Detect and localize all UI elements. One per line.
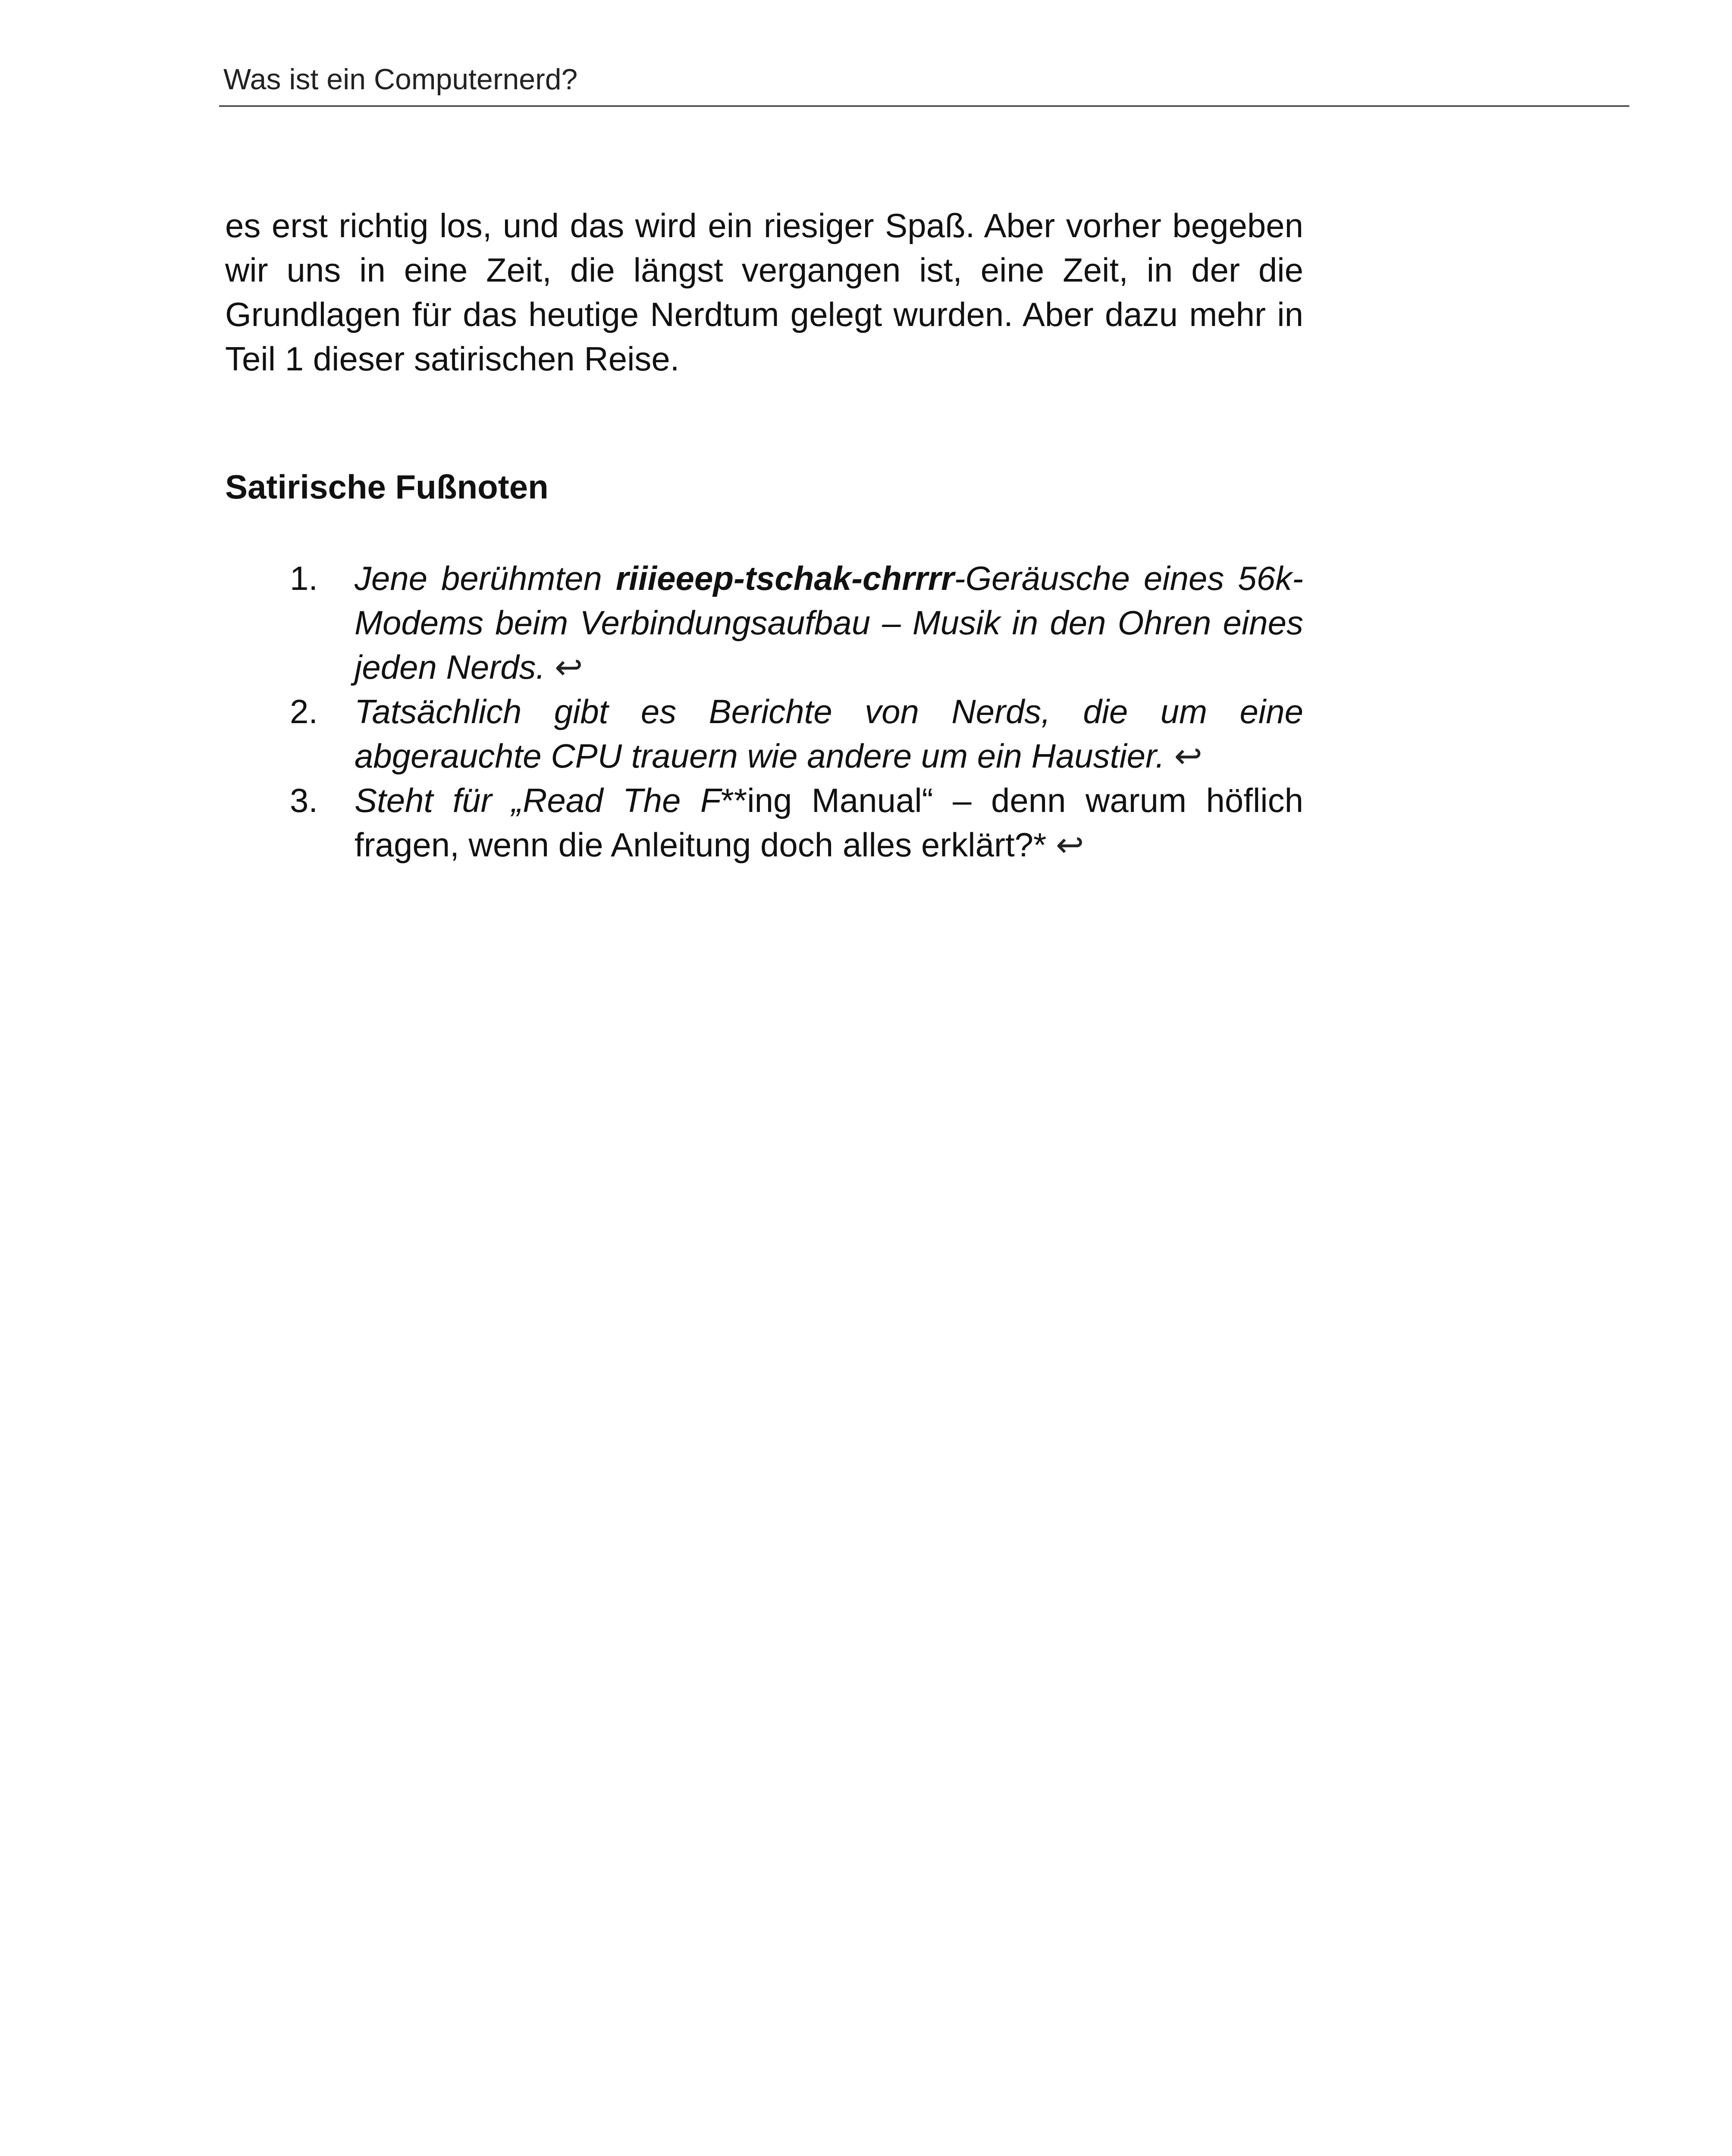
footnote-2 [225, 689, 1303, 778]
footnote-plain-part: **ing Manual“ – denn warum höflich fragen, wenn die Anleitung doch alles erklärt?* [355, 781, 1303, 864]
footnote-backref-link[interactable]: ↩ [1174, 737, 1202, 775]
footnote-number: 3. [290, 781, 318, 819]
footnote-italic-part: Steht für „Read The F [355, 781, 721, 819]
running-header: Was ist ein Computernerd? [223, 63, 578, 96]
footnote-text [355, 778, 1303, 867]
footnote-backref-link[interactable]: ↩ [554, 648, 583, 686]
footnote-number: 1. [290, 559, 318, 597]
footnote-3 [225, 778, 1303, 867]
footnote-lead: Jene berühmten [355, 559, 616, 597]
footnote-number: 2. [290, 693, 318, 730]
footnote-rest: -Geräusche eines 56k-Modems beim Verbindungsaufbau – Musik in den Ohren eines jeden Nerds. [355, 559, 1303, 686]
footnote-text [355, 556, 1303, 689]
section-heading: Satirische Fußnoten [225, 468, 549, 506]
body-paragraph: es erst richtig los, und das wird ein riesiger Spaß. Aber vorher begeben wir uns in eine Zeit, die längst vergangen ist, eine Zeit, in der die Grundlagen für das heutige Nerdtum gelegt wurden. Aber dazu mehr in Teil 1 dieser satirischen Reise. [225, 207, 1303, 378]
footnote-1 [225, 556, 1303, 689]
footnote-list [225, 556, 1303, 867]
footnote-italic-text: Tatsächlich gibt es Berichte von Nerds, die um eine abgerauchte CPU trauern wie andere um ein Haustier. [355, 693, 1303, 775]
footnote-backref-link[interactable]: ↩ [1056, 826, 1084, 864]
footnote-bold-sound: riiieeep-tschak-chrrrr [615, 559, 954, 597]
header-rule [219, 105, 1629, 107]
footnote-text [355, 689, 1303, 778]
